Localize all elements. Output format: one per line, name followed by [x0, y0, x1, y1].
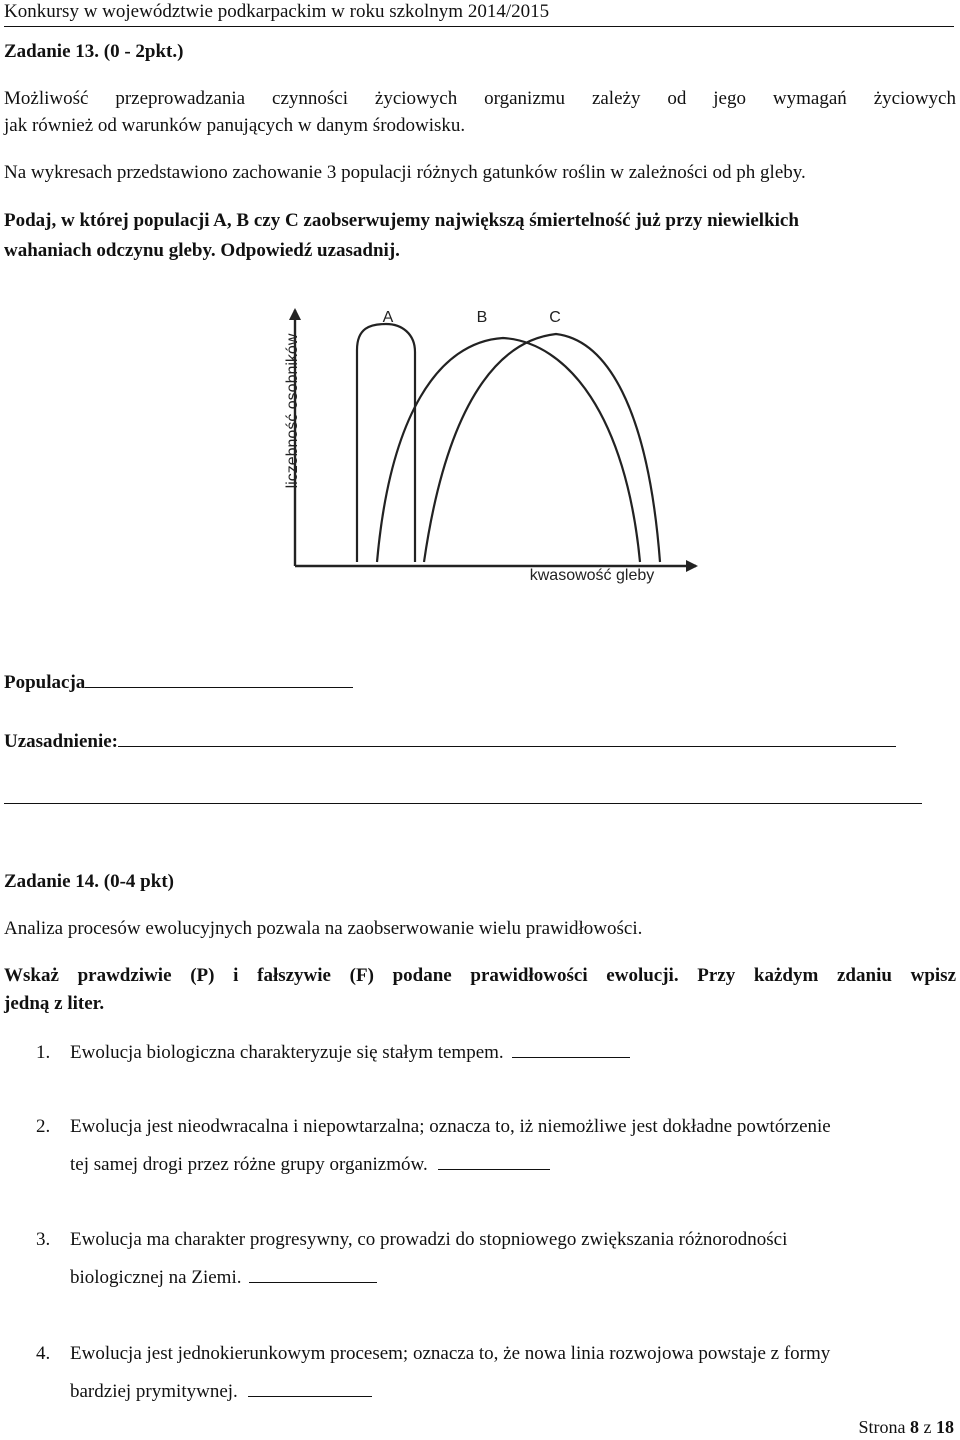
statement-3-continuation [70, 1265, 377, 1291]
population-chart [250, 296, 720, 596]
population-label: Populacja [4, 672, 86, 693]
footer-page-total: 18 [936, 1417, 954, 1437]
statement-2-text-line-1: Ewolucja jest nieodwracalna i niepowtarzalna; oznacza to, iż niemożliwe jest dokładne powtórzenie [70, 1116, 831, 1137]
statement-1-number: 1. [36, 1042, 51, 1063]
statement-2 [36, 1114, 956, 1140]
task-13-question-line-2: wahaniach odczynu gleby. Odpowiedź uzasadnij. [4, 240, 400, 261]
footer-page-number: 8 [910, 1417, 919, 1437]
task-14-intro: Analiza procesów ewolucyjnych pozwala na zaobserwowanie wielu prawidłowości. [4, 918, 643, 939]
statement-3-answer-field[interactable] [249, 1281, 377, 1283]
series-label-C: C [549, 309, 561, 326]
page-header [4, 0, 954, 27]
task-14-instruction-line-1: Wskaż prawdziwie (P) i fałszywie (F) podane prawidłowości ewolucji. Przy każdym zdaniu wpisz [4, 965, 956, 986]
task-14-instruction-line-2: jedną z liter. [4, 993, 105, 1014]
x-axis-label: kwasowość gleby [529, 567, 655, 584]
statement-1-text: Ewolucja biologiczna charakteryzuje się stałym tempem. [70, 1042, 504, 1063]
statement-3-text-line-1: Ewolucja ma charakter progresywny, co prowadzi do stopniowego zwiększania różnorodności [70, 1229, 788, 1250]
curve-B [377, 338, 640, 562]
statement-2-answer-field[interactable] [438, 1168, 550, 1170]
y-axis-label: liczebność osobników [284, 333, 301, 489]
header-title: Konkursy w województwie podkarpackim w roku szkolnym 2014/2015 [4, 1, 550, 22]
task-13-paragraph-1-line-2: jak również od warunków panujących w danym środowisku. [4, 115, 466, 136]
statement-4-text-line-2: bardziej prymitywnej. [70, 1381, 238, 1402]
population-answer-field[interactable] [85, 686, 353, 688]
task-13-paragraph-1-line-1: Możliwość przeprowadzania czynności życiowych organizmu zależy od jego wymagań życiowych [4, 88, 956, 109]
series-label-A: A [382, 309, 394, 326]
statement-3-text-line-2: biologicznej na Ziemi. [70, 1267, 242, 1288]
statement-4 [36, 1341, 956, 1367]
curve-A [357, 324, 415, 562]
statement-2-text-line-2: tej samej drogi przez różne grupy organizmów. [70, 1154, 428, 1175]
statement-1 [36, 1040, 630, 1066]
task-14-title-bold: Zadanie 14. [4, 871, 100, 892]
task-13-title: Zadanie 13. (0 - 2pkt.) [4, 41, 184, 62]
statement-3 [36, 1227, 956, 1253]
footer-separator: z [923, 1417, 932, 1437]
statement-3-number: 3. [36, 1229, 51, 1250]
statement-4-continuation [70, 1379, 372, 1405]
justification-answer-field-2[interactable] [4, 803, 922, 804]
footer-prefix: Strona [858, 1417, 906, 1437]
statement-4-answer-field[interactable] [248, 1395, 372, 1397]
statement-4-text-line-1: Ewolucja jest jednokierunkowym procesem; oznacza to, że nowa linia rozwojowa powstaje z formy [70, 1343, 831, 1364]
justification-answer-row [4, 729, 896, 755]
justification-answer-field-1[interactable] [118, 745, 896, 747]
statement-4-number: 4. [36, 1343, 51, 1364]
statement-1-answer-field[interactable] [512, 1056, 630, 1058]
task-14-points: (0-4 pkt) [103, 871, 174, 892]
task-13-paragraph-2: Na wykresach przedstawiono zachowanie 3 populacji różnych gatunków roślin w zależności od ph gleby. [4, 162, 806, 183]
curve-C [424, 334, 660, 562]
justification-label: Uzasadnienie: [4, 731, 118, 752]
statement-2-number: 2. [36, 1116, 51, 1137]
series-label-B: B [476, 309, 488, 326]
page-footer [859, 1416, 955, 1438]
population-answer-row [4, 670, 353, 696]
task-13-question-line-1: Podaj, w której populacji A, B czy C zaobserwujemy największą śmiertelność już przy niewielkich [4, 210, 799, 231]
statement-2-continuation [70, 1152, 550, 1178]
task-14-title [4, 869, 174, 895]
